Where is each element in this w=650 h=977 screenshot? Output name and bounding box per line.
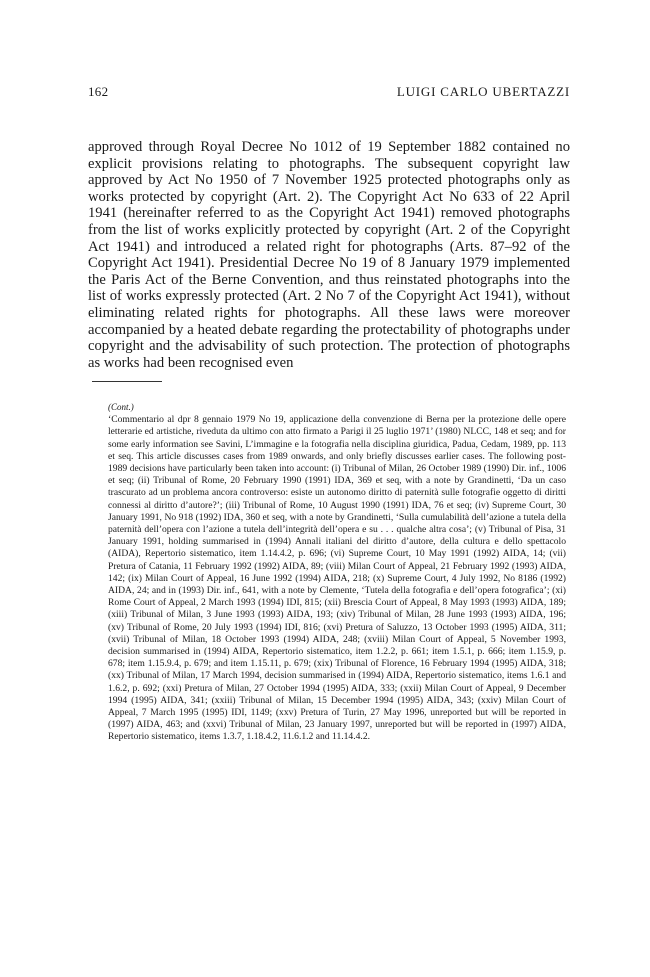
footnote-rule (92, 381, 162, 382)
body-paragraph: approved through Royal Decree No 1012 of 19 September 1882 contained no explicit provisions relating to photographs. The subsequent copyright law approved by Act No 1950 of 7 November 1925 protected photographs only as works protected by copyright (Art. 2). The Copyright Act No 633 of 22 April 1941 (hereinafter referred to as the Copyright Act 1941) removed photographs from the list of works explicitly protected by copyright (Art. 2 of the Copyright Act 1941) and introduced a related right for photographs (Arts. 87–92 of the Copyright Act 1941). Presidential Decree No 19 of 8 January 1979 implemented the Paris Act of the Berne Convention, and thus reinstated photographs into the list of works expressly protected (Art. 2 No 7 of the Copyright Act 1941), without eliminating related rights for photographs. All these laws were moreover accompanied by a heated debate regarding the protectability of photographs under copyright and the advisability of such protection. The protection of photographs as works had been recognised even (88, 139, 570, 371)
page-number: 162 (88, 84, 109, 99)
footnote-continued-label: (Cont.) (108, 402, 134, 412)
page-header (88, 84, 570, 104)
footnote-text: ‘Commentario al dpr 8 gennaio 1979 No 19, applicazione della convenzione di Berna per la protezione delle opere letterarie ed artistiche, riveduta da ultimo con atto firmato a Parigi il 25 luglio 1971’ (1980) NLCC, 148 et seq; and for some early information see Savini, L’immagine e la fotografia nella disciplina giuridica, Padua, Cedam, 1989, pp. 113 et seq. This article discusses cases from 1989 onwards, and only briefly discusses earlier cases. The following post-1989 decisions have particularly been taken into account: (i) Tribunal of Milan, 26 October 1989 (1990) Dir. inf., 1006 et seq; (ii) Tribunal of Rome, 20 February 1990 (1991) IDA, 369 et seq, with a note by Grandinetti, ‘Da un caso trascurato ad un problema ancora controverso: esiste un autonomo diritto di paternità sulle fotografie oggetto di diritti connessi al diritto d’autore?’; (iii) Tribunal of Rome, 10 August 1990 (1991) IDA, 76 et seq; (iv) Supreme Court, 30 January 1991, No 918 (1992) IDA, 360 et seq, with a note by Grandinetti, ‘Sulla cumulabilità dell’azione a tutela della paternità dell’opera con l’azione a tutela dell’integrità dell’opera e su . . . qualche altra cosa’; (v) Tribunal of Pisa, 31 January 1991, holding summarised in (1994) Annali italiani del diritto d’autore, della cultura e dello spettacolo (AIDA), Repertorio sistematico, item 1.14.4.2, p. 696; (vi) Supreme Court, 10 May 1991 (1992) AIDA, 14; (vii) Pretura of Catania, 11 February 1992 (1992) AIDA, 89; (viii) Milan Court of Appeal, 21 February 1992 (1993) AIDA, 142; (ix) Milan Court of Appeal, 16 June 1992 (1994) AIDA, 218; (x) Supreme Court, 4 July 1992, No 8186 (1992) AIDA, 24; and in (1993) Dir. inf., 641, with a note by Clemente, ‘Tutela della fotografia e dell’opera fotografica’; (xi) Rome Court of Appeal, 2 March 1993 (1994) IDI, 815; (xii) Brescia Court of Appeal, 8 May 1993 (1993) AIDA, 189; (xiii) Tribunal of Milan, 3 June 1993 (1993) AIDA, 193; (xiv) Tribunal of Milan, 28 June 1993 (1993) AIDA, 196; (xv) Tribunal of Rome, 20 July 1993 (1994) IDI, 816; (xvi) Pretura of Saluzzo, 13 October 1993 (1995) AIDA, 311; (xvii) Tribunal of Milan, 18 October 1993 (1994) AIDA, 248; (xviii) Milan Court of Appeal, 5 November 1993, decision summarised in (1994) AIDA, Repertorio sistematico, item 1.2.2, p. 661; item 1.5.1, p. 666; item 1.15.9, p. 678; item 1.15.9.4, p. 679; and item 1.15.11, p. 679; (xix) Tribunal of Florence, 16 February 1994 (1995) AIDA, 318; (xx) Tribunal of Milan, 17 March 1994, decision summarised in (1994) AIDA, Repertorio sistematico, items 1.6.1 and 1.6.2, p. 692; (xxi) Pretura of Milan, 27 October 1994 (1995) AIDA, 333; (xxii) Milan Court of Appeal, 9 December 1994 (1995) AIDA, 341; (xxiii) Tribunal of Milan, 15 December 1994 (1995) AIDA, 343; (xxiv) Milan Court of Appeal, 7 March 1995 (1995) IDI, 1149; (xxv) Pretura of Turin, 27 May 1996, unreported but will be reported in (1997) AIDA, 463; and (xxvi) Tribunal of Milan, 23 January 1997, unreported but will be reported in (1997) AIDA, Repertorio sistematico, items 1.3.7, 1.18.4.2, 11.6.1.2 and 11.14.4.2. (108, 414, 566, 743)
running-head: LUIGI CARLO UBERTAZZI (396, 84, 570, 99)
footnote (108, 401, 566, 744)
